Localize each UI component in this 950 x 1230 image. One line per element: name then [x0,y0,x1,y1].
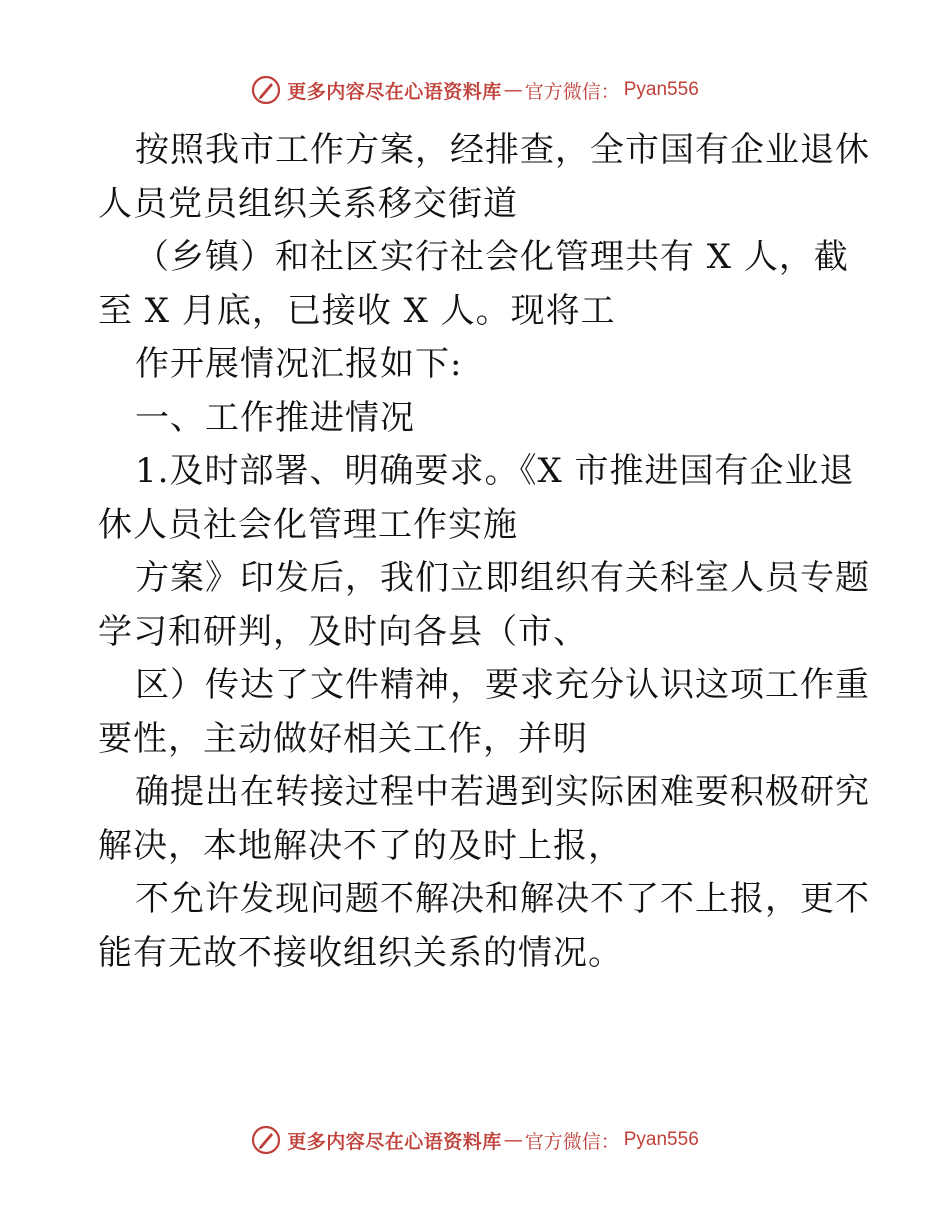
body-line-11: 区）传达了文件精神，要求充分认识这项工作重 [135,665,870,705]
body-line-15: 不允许发现问题不解决和解决不了不上报，更不 [135,879,870,919]
footer-banner [0,1120,950,1160]
body-line-12: 要性，主动做好相关工作，并明 [98,718,588,759]
body-line-5: 作开展情况汇报如下: [135,344,463,384]
banner-main-text: 更多内容尽在心语资料库 [287,1130,502,1153]
quill-logo-icon [251,1125,281,1155]
banner-main-text: 更多内容尽在心语资料库 [287,80,502,103]
quill-logo-icon [251,75,281,105]
banner-separator: — [503,1129,523,1151]
body-line-8: 休人员社会化管理工作实施 [98,504,518,545]
banner-wechat-id: Pyan556 [623,1129,699,1150]
body-line-4: 至 X 月底，已接收 X 人。现将工 [98,290,616,331]
body-line-7: 1.及时部署、明确要求。《X 市推进国有企业退 [135,451,855,491]
document-body [98,124,870,980]
body-line-9: 方案》印发后，我们立即组织有关科室人员专题 [135,558,870,598]
section-heading: 一、工作推进情况 [135,397,415,438]
banner-wechat-label: 官方微信： [524,80,620,103]
banner-separator: — [503,79,523,101]
body-line-3: （乡镇）和社区实行社会化管理共有 X 人，截 [135,237,849,277]
header-banner [0,70,950,110]
banner-wechat-label: 官方微信： [524,1130,620,1153]
body-line-2: 人员党员组织关系移交街道 [98,183,518,224]
body-line-10: 学习和研判，及时向各县（市、 [98,611,588,652]
body-line-14: 解决，本地解决不了的及时上报， [98,825,623,866]
body-line-16: 能有无故不接收组织关系的情况。 [98,932,623,973]
body-line-13: 确提出在转接过程中若遇到实际困难要积极研究 [135,772,870,812]
body-line-1: 按照我市工作方案，经排查，全市国有企业退休 [135,130,870,170]
banner-wechat-id: Pyan556 [623,79,699,100]
